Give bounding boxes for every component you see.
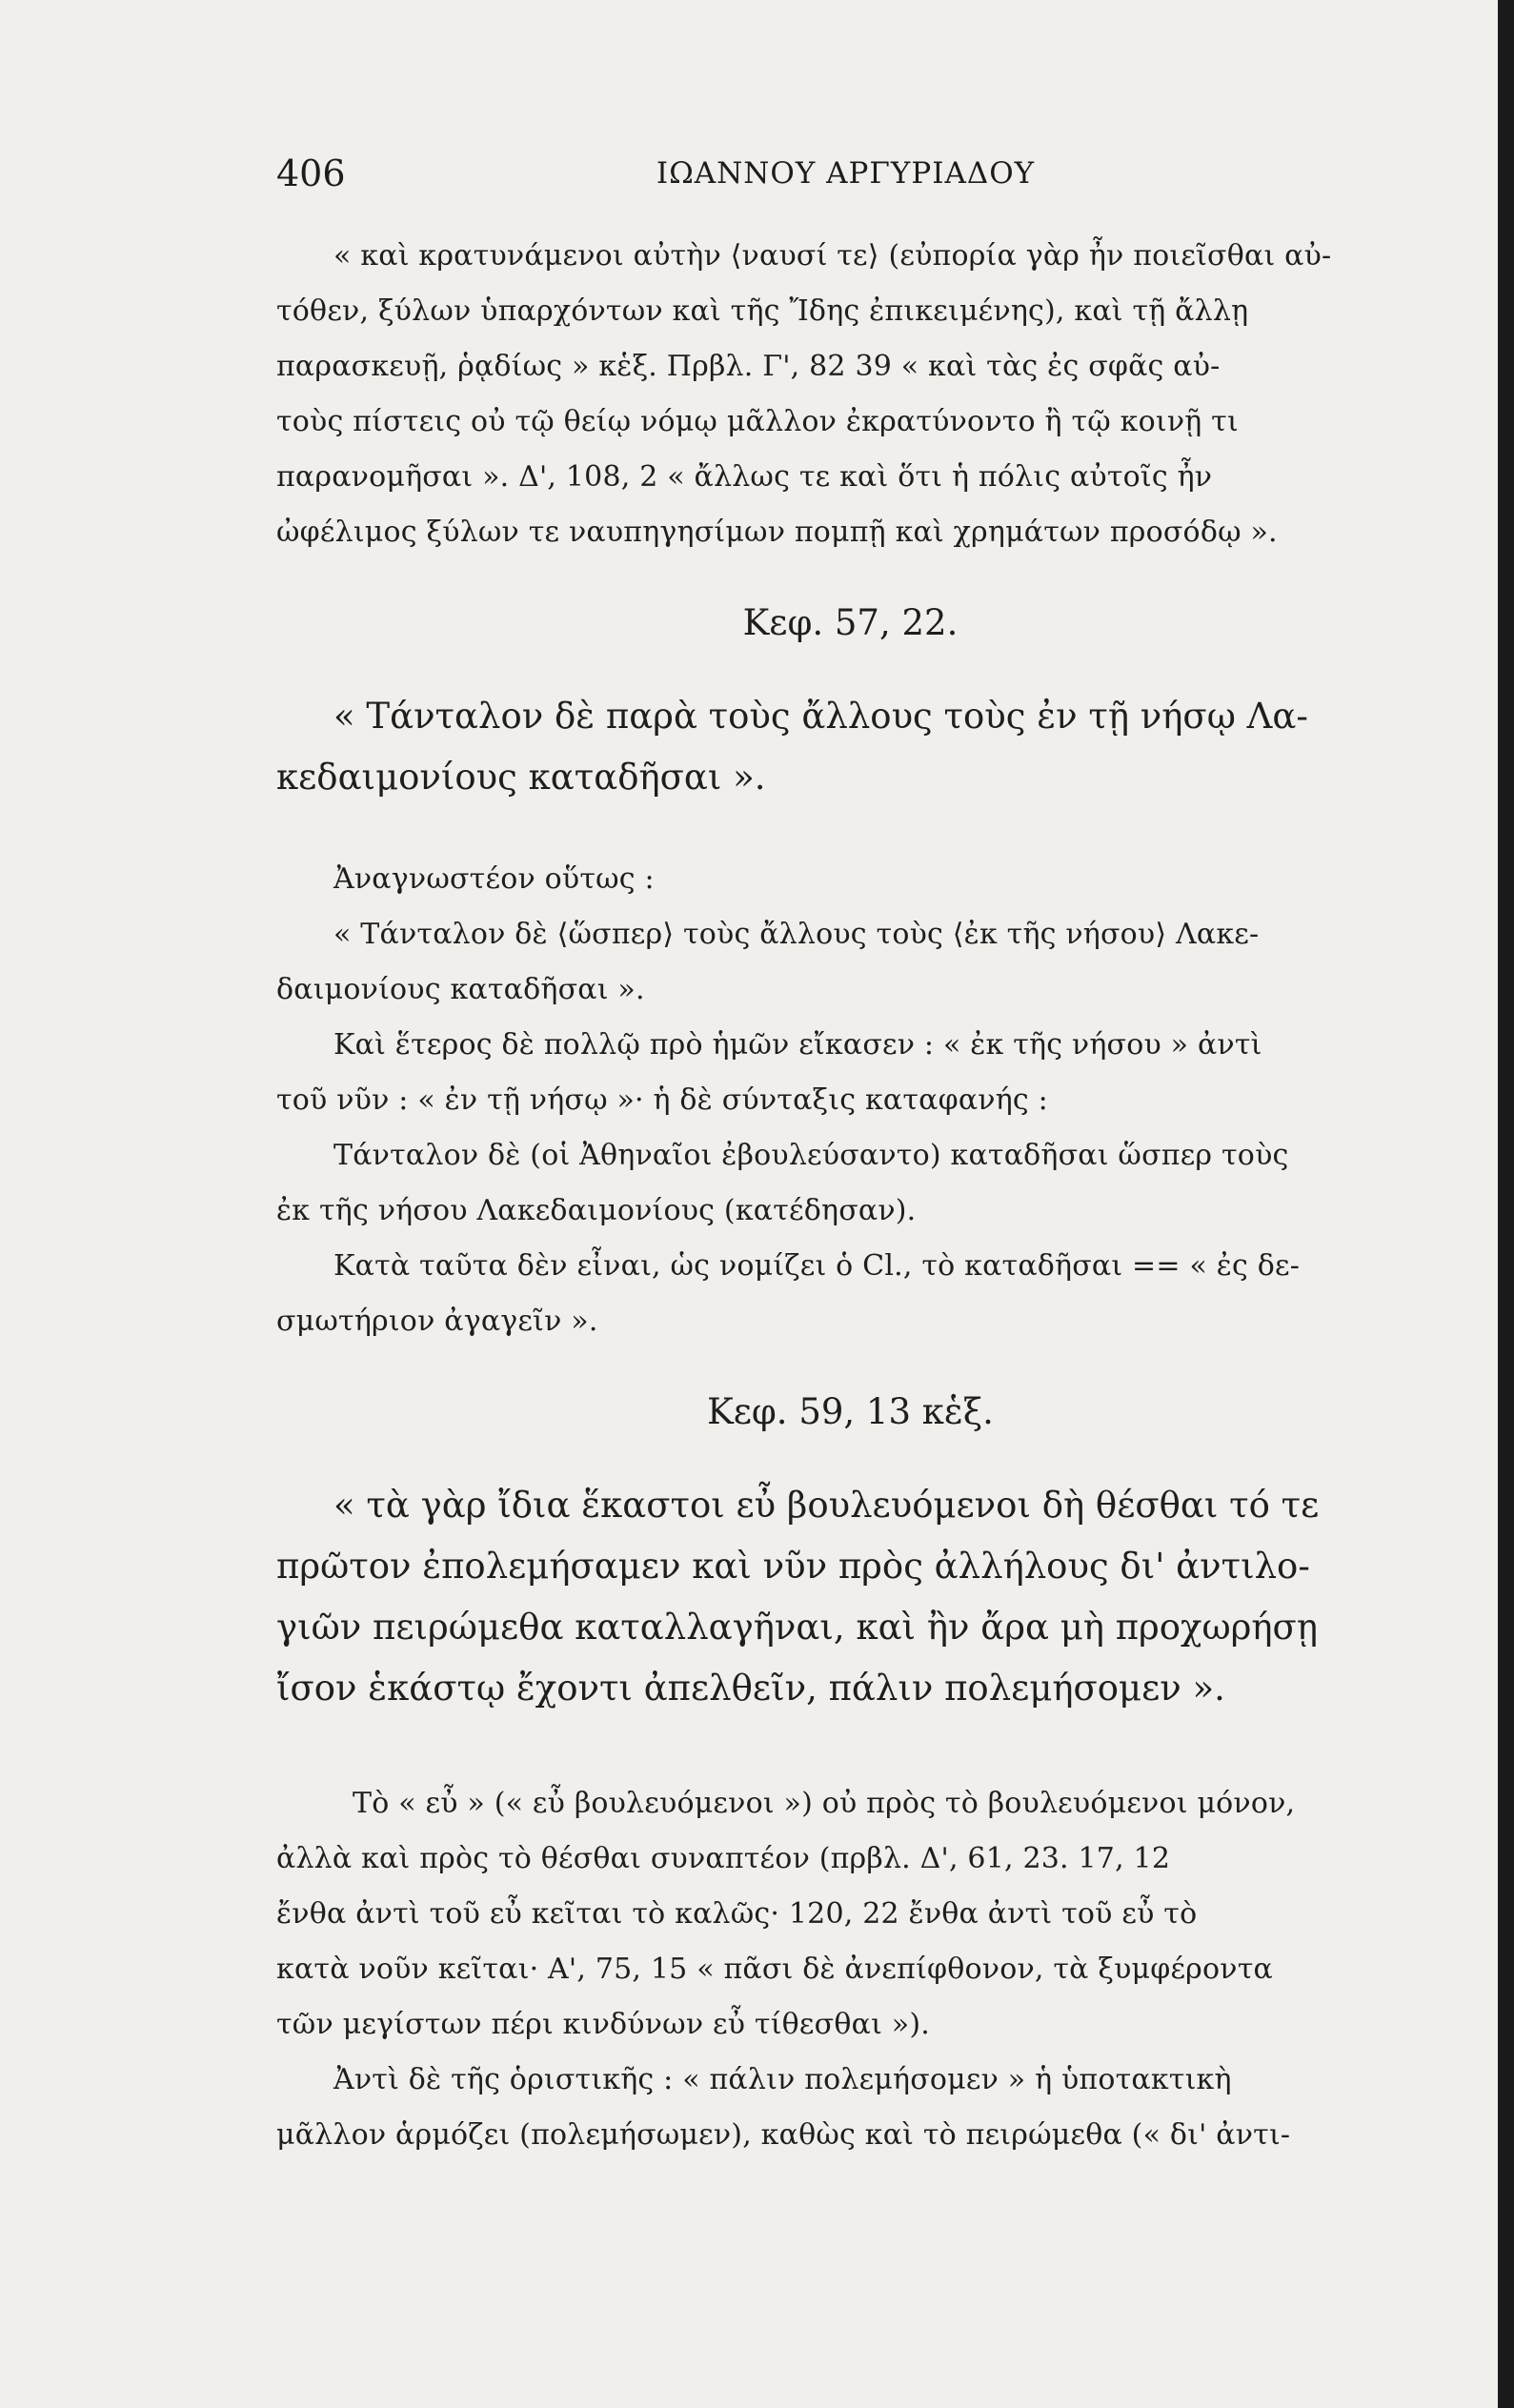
page-edge-shadow [1498, 0, 1514, 2408]
text-line: Τὸ « εὖ » (« εὖ βουλευόμενοι ») οὐ πρὸς τὸ βουλευόμενοι μόνον, [353, 1787, 1296, 1820]
text-line: γιῶν πειρώμεθα καταλλαγῆναι, καὶ ἢν ἄρα μὴ προχωρήσῃ [276, 1607, 1318, 1648]
text-line: ὠφέλιμος ξύλων τε ναυπηγησίμων πομπῇ καὶ χρημάτων προσόδῳ ». [276, 516, 1278, 549]
text-line: ἔνθα ἀντὶ τοῦ εὖ κεῖται τὸ καλῶς· 120, 22 ἔνθα ἀντὶ τοῦ εὖ τὸ [276, 1897, 1198, 1931]
section-heading: Κεφ. 57, 22. [742, 602, 959, 643]
text-line: παρασκευῇ, ῥᾳδίως » κἑξ. Πρβλ. Γ', 82 39 « καὶ τὰς ἐς σφᾶς αὐ- [276, 350, 1221, 383]
note-paragraph-1 [276, 229, 1424, 560]
section-heading: Κεφ. 59, 13 κἑξ. [707, 1391, 994, 1432]
quote-paragraph-1 [276, 686, 1424, 808]
running-title: ΙΩΑΝΝΟΥ ΑΡΓΥΡΙΑΔΟΥ [656, 156, 1036, 191]
text-line: « καὶ κρατυνάμενοι αὐτὴν ⟨ναυσί τε⟩ (εὐπορία γὰρ ἦν ποιεῖσθαι αὐ- [333, 239, 1332, 273]
note-paragraph-3 [276, 1776, 1424, 2163]
text-line: « Τάνταλον δὲ παρὰ τοὺς ἄλλους τοὺς ἐν τῇ νήσῳ Λα- [333, 696, 1308, 737]
text-line: κεδαιμονίους καταδῆσαι ». [276, 757, 766, 798]
text-line: ἴσον ἑκάστῳ ἔχοντι ἀπελθεῖν, πάλιν πολεμήσομεν ». [276, 1668, 1225, 1709]
note-paragraph-2 [276, 852, 1424, 1349]
text-line: πρῶτον ἐπολεμήσαμεν καὶ νῦν πρὸς ἀλλήλους δι' ἀντιλο- [276, 1546, 1310, 1587]
text-line: κατὰ νοῦν κεῖται· Α', 75, 15 « πᾶσι δὲ ἀνεπίφθονον, τὰ ξυμφέροντα [276, 1953, 1273, 1986]
text-line: Τάνταλον δὲ (οἱ Ἀθηναῖοι ἐβουλεύσαντο) καταδῆσαι ὥσπερ τοὺς [333, 1139, 1289, 1172]
page-body [276, 229, 1424, 2163]
text-line: σμωτήριον ἀγαγεῖν ». [276, 1305, 598, 1338]
text-line: Ἀντὶ δὲ τῆς ὁριστικῆς : « πάλιν πολεμήσομεν » ἡ ὑποτακτικὴ [333, 2063, 1232, 2096]
text-line: ἐκ τῆς νήσου Λακεδαιμονίους (κατέδησαν). [276, 1194, 917, 1227]
text-line: Καὶ ἕτερος δὲ πολλῷ πρὸ ἡμῶν εἴκασεν : « ἐκ τῆς νήσου » ἀντὶ [333, 1028, 1262, 1062]
page-header [276, 152, 1415, 200]
text-line: τῶν μεγίστων πέρι κινδύνων εὖ τίθεσθαι »). [276, 2008, 930, 2041]
page-number: 406 [276, 152, 346, 194]
quote-paragraph-2 [276, 1475, 1424, 1719]
text-line: τοὺς πίστεις οὐ τῷ θείῳ νόμῳ μᾶλλον ἐκρατύνοντο ἢ τῷ κοινῇ τι [276, 405, 1239, 438]
text-line: τόθεν, ξύλων ὑπαρχόντων καὶ τῆς Ἴδης ἐπικειμένης), καὶ τῇ ἄλλῃ [276, 294, 1249, 328]
text-line: ἀλλὰ καὶ πρὸς τὸ θέσθαι συναπτέον (πρβλ. Δ', 61, 23. 17, 12 [276, 1842, 1171, 1875]
text-line: Κατὰ ταῦτα δὲν εἶναι, ὡς νομίζει ὁ Cl., τὸ καταδῆσαι == « ἐς δε- [333, 1249, 1301, 1283]
text-line: μᾶλλον ἁρμόζει (πολεμήσωμεν), καθὼς καὶ τὸ πειρώμεθα (« δι' ἀντι- [276, 2118, 1291, 2152]
text-line: « Τάνταλον δὲ ⟨ὥσπερ⟩ τοὺς ἄλλους τοὺς ⟨ἐκ τῆς νήσου⟩ Λακε- [333, 918, 1260, 951]
text-line: « τὰ γὰρ ἴδια ἕκαστοι εὖ βουλευόμενοι δὴ θέσθαι τό τε [333, 1485, 1320, 1526]
text-line: τοῦ νῦν : « ἐν τῇ νήσῳ »· ἡ δὲ σύνταξις καταφανής : [276, 1083, 1048, 1117]
text-line: παρανομῆσαι ». Δ', 108, 2 « ἄλλως τε καὶ ὅτι ἡ πόλις αὐτοῖς ἦν [276, 460, 1213, 494]
text-line: Ἀναγνωστέον οὕτως : [333, 862, 655, 896]
text-line: δαιμονίους καταδῆσαι ». [276, 973, 645, 1006]
